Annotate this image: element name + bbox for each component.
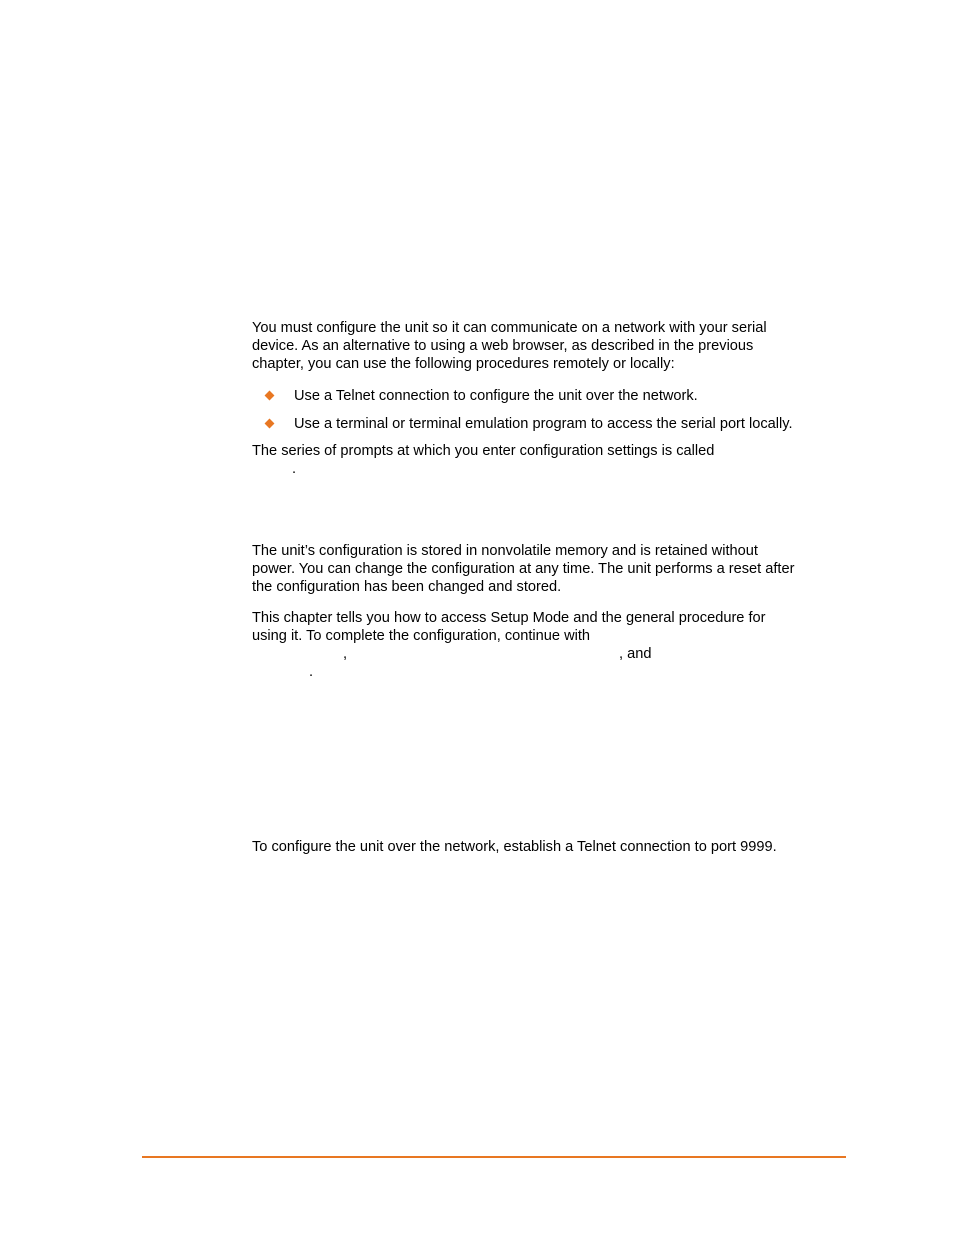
intro-line-1: You must configure the unit so it can communicate on a network with your serial xyxy=(252,320,767,336)
chapter-info-comma: , xyxy=(343,646,348,662)
bullet-item-telnet: Use a Telnet connection to configure the unit over the network. xyxy=(294,388,698,404)
storage-line-1: The unit’s configuration is stored in nonvolatile memory and is retained without xyxy=(252,543,758,559)
setup-mode-line-1: The series of prompts at which you enter configuration settings is called xyxy=(252,443,715,459)
chapter-info-and: , and xyxy=(619,646,652,662)
intro-line-2: device. As an alternative to using a web browser, as described in the previous xyxy=(252,338,754,354)
chapter-info-period: . xyxy=(309,664,314,680)
bullet-diamond-icon xyxy=(265,391,275,401)
telnet-line-1: To configure the unit over the network, establish a Telnet connection to port 9999. xyxy=(252,839,777,855)
setup-mode-period: . xyxy=(292,461,297,477)
chapter-info-line-2: using it. To complete the configuration, continue with xyxy=(252,628,591,644)
chapter-info-line-1: This chapter tells you how to access Setup Mode and the general procedure for xyxy=(252,610,766,626)
footer-divider xyxy=(142,1156,846,1158)
storage-line-2: power. You can change the configuration at any time. The unit performs a reset after xyxy=(252,561,795,577)
storage-line-3: the configuration has been changed and stored. xyxy=(252,579,562,595)
bullet-diamond-icon xyxy=(265,419,275,429)
bullet-item-serial: Use a terminal or terminal emulation program to access the serial port locally. xyxy=(294,416,793,432)
intro-line-3: chapter, you can use the following procedures remotely or locally: xyxy=(252,356,675,372)
